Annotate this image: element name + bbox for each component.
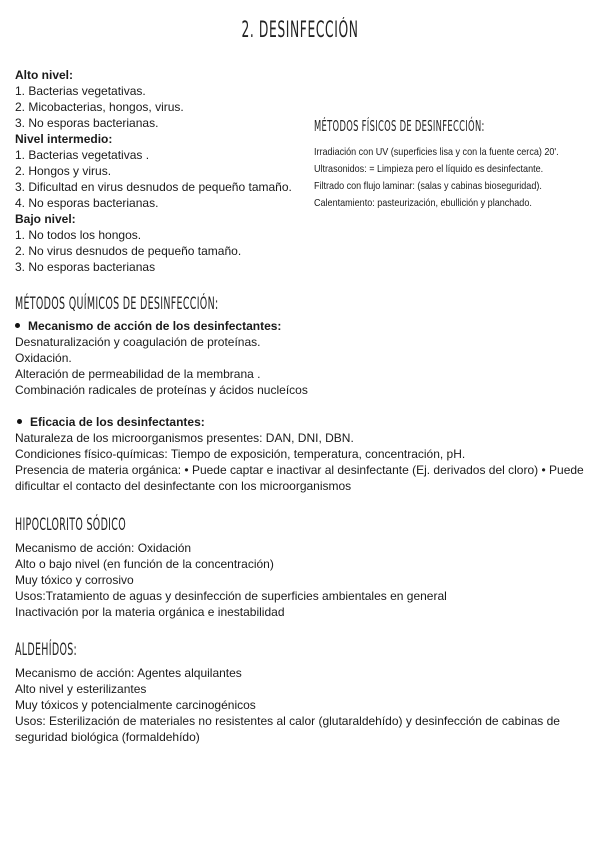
levels-section (15, 67, 292, 275)
fisicos-list (314, 144, 559, 212)
list-item: 3. No esporas bacterianas (15, 260, 156, 274)
list-item: Calentamiento: pasteurización, ebullición y planchado. (314, 197, 532, 209)
list-item: Inactivación por la materia orgánica e inestabilidad (15, 605, 285, 619)
eficacia-section (15, 414, 593, 494)
list-item: Muy tóxicos y potencialmente carcinogénicos (15, 698, 256, 712)
eficacia-heading: Eficacia de los desinfectantes: (30, 415, 205, 429)
mecanismo-section (15, 318, 590, 398)
list-item: Condiciones físico-químicas: Tiempo de exposición, temperatura, concentración, pH. (15, 447, 466, 461)
list-item: Alto o bajo nivel (en función de la concentración) (15, 557, 274, 571)
list-item: 2. Micobacterias, hongos, virus. (15, 100, 184, 114)
list-item: Muy tóxico y corrosivo (15, 573, 134, 587)
list-item: 1. Bacterias vegetativas. (15, 84, 146, 98)
list-item: Desnaturalización y coagulación de proteínas. (15, 335, 261, 349)
list-item: Irradiación con UV (superficies lisa y con la fuente cerca) 20'. (314, 146, 559, 158)
bullet-icon (17, 419, 22, 424)
list-item: Oxidación. (15, 351, 72, 365)
mecanismo-heading: Mecanismo de acción de los desinfectantes: (28, 319, 282, 333)
list-item: 3. No esporas bacterianas. (15, 116, 159, 130)
bajo-heading: Bajo nivel: (15, 212, 76, 226)
list-item: Presencia de materia orgánica: • Puede captar e inactivar al desinfectante (Ej. derivados del cloro) • Puede dificultar el contacto del desinfectante con los microorganismos (15, 463, 584, 493)
list-item: 1. Bacterias vegetativas . (15, 148, 150, 162)
list-item: 1. No todos los hongos. (15, 228, 142, 242)
list-item: Alteración de permeabilidad de la membrana . (15, 367, 261, 381)
intermedio-heading: Nivel intermedio: (15, 132, 113, 146)
hipoclorito-heading: HIPOCLORITO SÓDICO (15, 515, 126, 535)
list-item: Mecanismo de acción: Agentes alquilantes (15, 666, 242, 680)
list-item: Alto nivel y esterilizantes (15, 682, 147, 696)
list-item: Mecanismo de acción: Oxidación (15, 541, 192, 555)
aldehidos-heading: ALDEHÍDOS: (15, 640, 78, 660)
list-item: 4. No esporas bacterianas. (15, 196, 159, 210)
page-title: 2. DESINFECCIÓN (241, 18, 359, 43)
list-item: Combinación radicales de proteínas y ácidos nucleícos (15, 383, 308, 397)
hipoclorito-list (15, 540, 447, 620)
list-item: Filtrado con flujo laminar: (salas y cabinas bioseguridad). (314, 180, 542, 192)
quimicos-heading: MÉTODOS QUÍMICOS DE DESINFECCIÓN: (15, 294, 219, 314)
list-item: Usos: Esterilización de materiales no resistentes al calor (glutaraldehído) y desinfección de cabinas de seguridad biológica (formaldehído) (15, 714, 560, 744)
list-item: Naturaleza de los microorganismos presentes: DAN, DNI, DBN. (15, 431, 354, 445)
list-item: 2. Hongos y virus. (15, 164, 112, 178)
list-item: 3. Dificultad en virus desnudos de pequeño tamaño. (15, 180, 292, 194)
list-item: Usos:Tratamiento de aguas y desinfección de superficies ambientales en general (15, 589, 447, 603)
list-item: 2. No virus desnudos de pequeño tamaño. (15, 244, 242, 258)
fisicos-heading: MÉTODOS FÍSICOS DE DESINFECCIÓN: (314, 117, 485, 135)
list-item: Ultrasonidos: = Limpieza pero el líquido es desinfectante. (314, 163, 544, 175)
alto-heading: Alto nivel: (15, 68, 74, 82)
aldehidos-list (15, 665, 590, 745)
bullet-icon (15, 323, 20, 328)
